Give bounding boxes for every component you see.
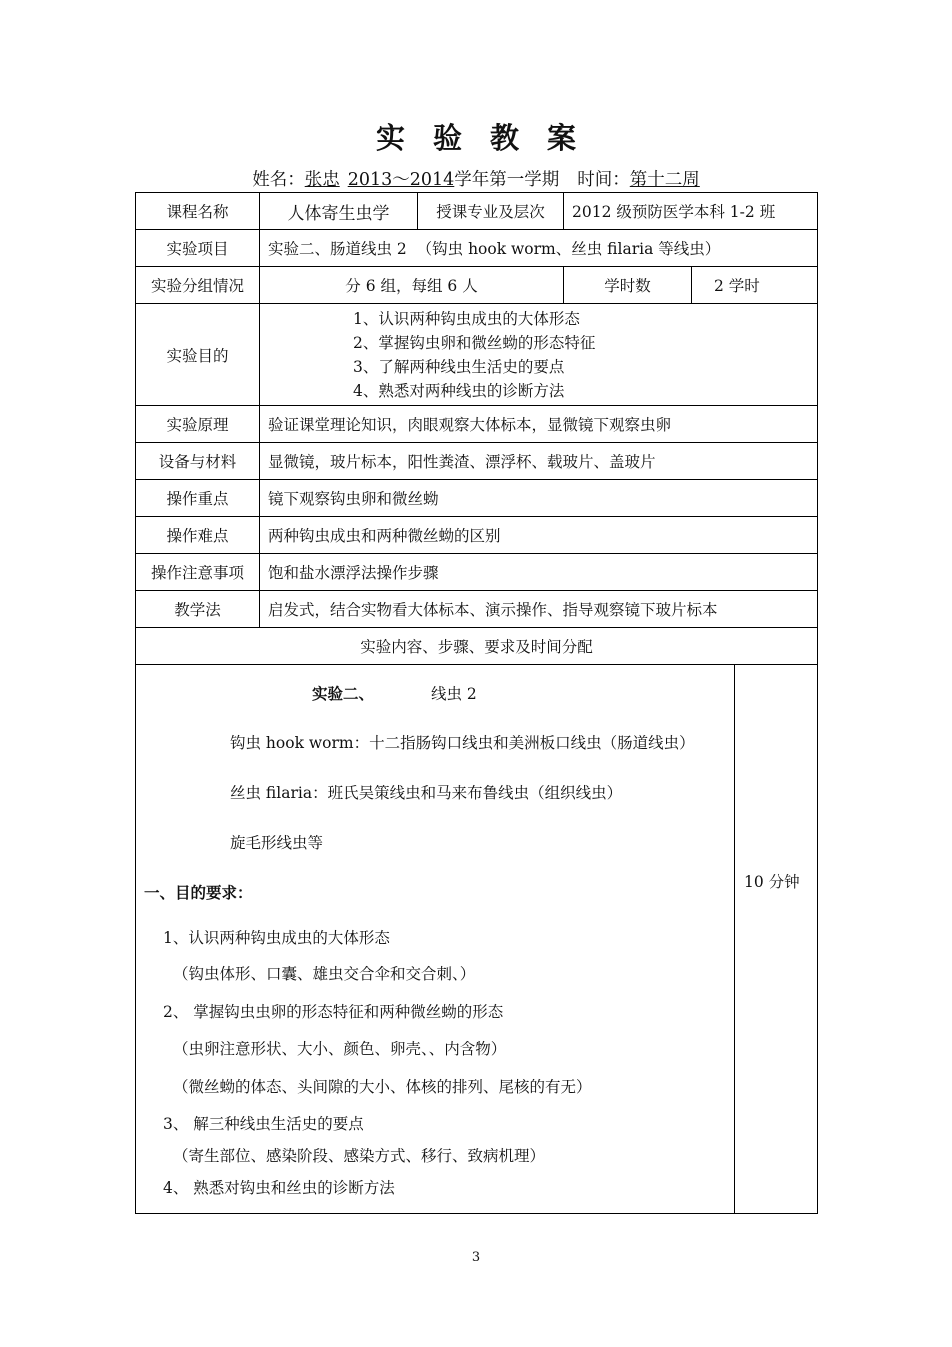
project-row (136, 230, 818, 267)
objective-detail: （寄生部位、感染阶段、感染方式、移行、致病机理） (173, 1147, 546, 1165)
week: 第十二周 (629, 170, 700, 190)
time-label: 时间： (577, 170, 630, 190)
method-value: 启发式，结合实物看大体标本、演示操作、指导观察镜下玻片标本 (260, 591, 818, 628)
objective-item: 1、认识两种钩虫成虫的大体形态 (163, 929, 390, 947)
purpose-item: 3、了解两种线虫生活史的要点 (353, 357, 565, 376)
major-value: 2012 级预防医学本科 1-2 班 (564, 193, 818, 230)
group-value: 分 6 组，每组 6 人 (260, 267, 564, 304)
difficulty-value: 两种钩虫成虫和两种微丝蚴的区别 (260, 517, 818, 554)
method-row (136, 591, 818, 628)
course-name: 人体寄生虫学 (260, 193, 418, 230)
equipment-value: 显微镜，玻片标本，阳性粪渣、漂浮杯、载玻片、盖玻片 (260, 443, 818, 480)
objective-item: 3、 解三种线虫生活史的要点 (163, 1115, 364, 1133)
term: 学年第一学期 (454, 170, 560, 190)
teacher-name: 张忠 (304, 170, 340, 190)
section-header: 实验内容、步骤、要求及时间分配 (136, 628, 818, 665)
section-header-row (136, 628, 818, 665)
content-row (136, 665, 818, 1214)
page-title: 实验教案 (375, 121, 604, 155)
content-line: 钩虫 hook worm：十二指肠钩口线虫和美洲板口线虫（肠道线虫） (230, 734, 695, 752)
time-allocation: 10 分钟 (744, 873, 800, 891)
course-label: 课程名称 (136, 193, 260, 230)
objective-item: 4、 熟悉对钩虫和丝虫的诊断方法 (163, 1179, 395, 1197)
hours-value: 2 学时 (692, 267, 818, 304)
objective-detail: （钩虫体形、口囊、雄虫交合伞和交合刺、） (173, 965, 476, 983)
difficulty-label: 操作难点 (136, 517, 260, 554)
objective-item: 2、 掌握钩虫虫卵的形态特征和两种微丝蚴的形态 (163, 1003, 504, 1021)
experiment-subtitle: 线虫 2 (431, 685, 477, 703)
purpose-item: 2、掌握钩虫卵和微丝蚴的形态特征 (353, 333, 596, 352)
header-line (0, 166, 952, 191)
objectives-heading: 一、目的要求： (144, 883, 253, 902)
purpose-list (260, 304, 818, 406)
project-value: 实验二、肠道线虫 2 （钩虫 hook worm、丝虫 filaria 等线虫） (260, 230, 818, 267)
purpose-item: 4、熟悉对两种线虫的诊断方法 (353, 381, 565, 400)
notes-label: 操作注意事项 (136, 554, 260, 591)
purpose-label: 实验目的 (136, 304, 260, 406)
lesson-plan-table (135, 192, 818, 1214)
key-label: 操作重点 (136, 480, 260, 517)
principle-row (136, 406, 818, 443)
objective-detail: （微丝蚴的体态、头间隙的大小、体核的排列、尾核的有无） (173, 1078, 592, 1096)
content-line: 旋毛形线虫等 (230, 834, 324, 852)
group-row (136, 267, 818, 304)
key-row (136, 480, 818, 517)
key-value: 镜下观察钩虫卵和微丝蚴 (260, 480, 818, 517)
difficulty-row (136, 517, 818, 554)
method-label: 教学法 (136, 591, 260, 628)
content-line: 丝虫 filaria：班氏吴策线虫和马来布鲁线虫（组织线虫） (230, 784, 623, 802)
equipment-row (136, 443, 818, 480)
hours-label: 学时数 (564, 267, 692, 304)
equipment-label: 设备与材料 (136, 443, 260, 480)
purpose-item: 1、认识两种钩虫成虫的大体形态 (353, 309, 580, 328)
name-label: 姓名： (252, 170, 305, 190)
experiment-title: 实验二、 (312, 684, 375, 703)
purpose-row (136, 304, 818, 406)
time-allocation-cell (735, 665, 818, 1214)
objective-detail: （虫卵注意形状、大小、颜色、卵壳、、内含物） (173, 1040, 507, 1058)
group-label: 实验分组情况 (136, 267, 260, 304)
notes-row (136, 554, 818, 591)
page-number: 3 (471, 1250, 481, 1265)
principle-label: 实验原理 (136, 406, 260, 443)
major-label: 授课专业及层次 (418, 193, 564, 230)
notes-value: 饱和盐水漂浮法操作步骤 (260, 554, 818, 591)
academic-years: 2013～2014 (347, 170, 455, 190)
project-label: 实验项目 (136, 230, 260, 267)
course-row (136, 193, 818, 230)
content-cell (136, 665, 735, 1214)
principle-value: 验证课堂理论知识，肉眼观察大体标本，显微镜下观察虫卵 (260, 406, 818, 443)
